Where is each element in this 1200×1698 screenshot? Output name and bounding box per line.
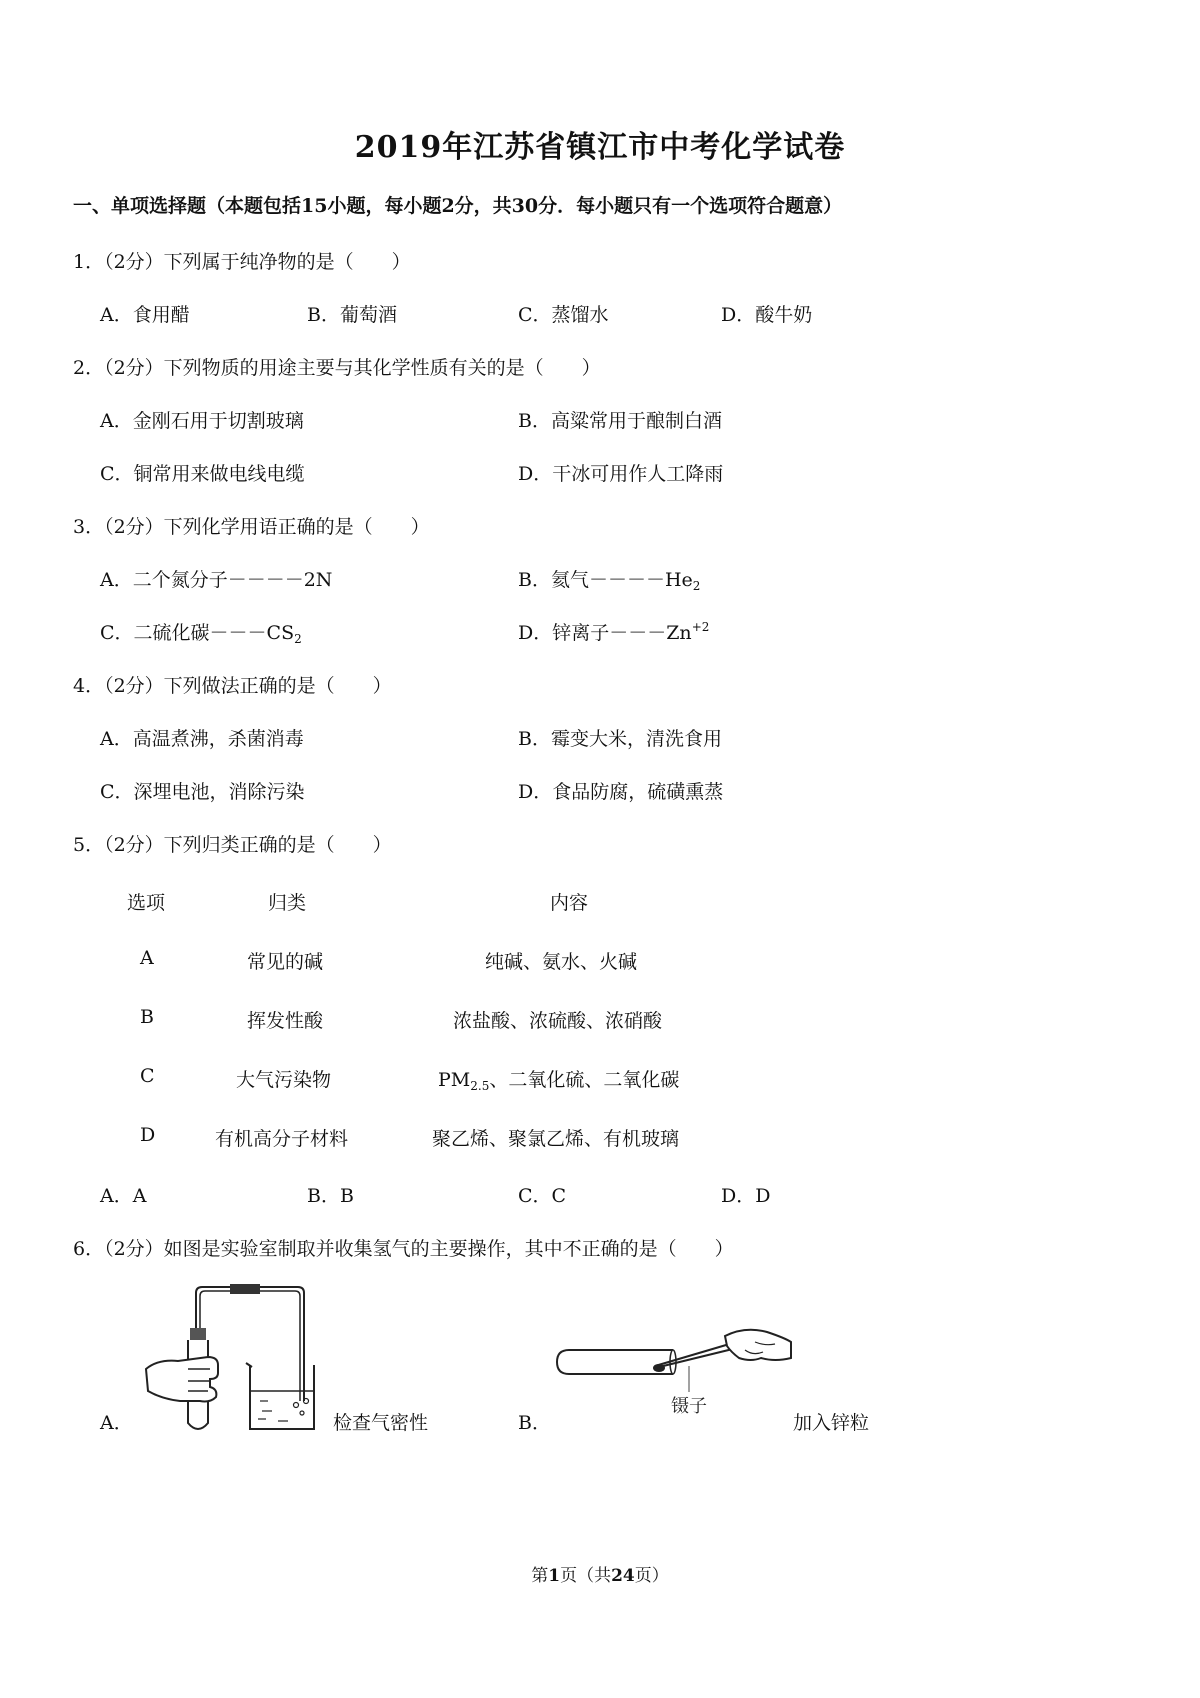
table-row-c-option: C bbox=[140, 1065, 155, 1087]
question-3-option-b-text: B．氦气－－－－He bbox=[518, 569, 693, 591]
footer-suffix: 页） bbox=[634, 1566, 669, 1586]
rubber-stopper bbox=[190, 1328, 206, 1340]
question-3-stem: 3．（2分）下列化学用语正确的是（ ） bbox=[73, 516, 430, 538]
table-header-content: 内容 bbox=[550, 892, 589, 914]
question-3-option-b bbox=[518, 565, 700, 592]
current-page-number: 1 bbox=[548, 1566, 561, 1586]
question-4-option-b: B．霉变大米，清洗食用 bbox=[518, 728, 722, 750]
table-row-a-content: 纯碱、氨水、火碱 bbox=[485, 951, 638, 973]
table-row-c-content bbox=[438, 1065, 679, 1092]
page-title: 2019年江苏省镇江市中考化学试卷 bbox=[354, 130, 846, 165]
question-3-option-c-text: C．二硫化碳－－－CS bbox=[100, 622, 295, 644]
gas-bubbles bbox=[258, 1399, 309, 1422]
question-2-option-d: D．干冰可用作人工降雨 bbox=[518, 463, 724, 485]
question-5-option-d: D．D bbox=[721, 1185, 771, 1207]
question-1-option-a: A．食用醋 bbox=[100, 304, 190, 326]
question-5-option-b: B．B bbox=[307, 1185, 354, 1207]
question-1-option-d: D．酸牛奶 bbox=[721, 304, 813, 326]
table-row-b-category: 挥发性酸 bbox=[247, 1010, 324, 1032]
question-5-option-a: A．A bbox=[100, 1185, 147, 1207]
question-1-option-b: B．葡萄酒 bbox=[307, 304, 397, 326]
question-3-option-d-superscript: +2 bbox=[691, 620, 710, 634]
table-row-b-content: 浓盐酸、浓硫酸、浓硝酸 bbox=[453, 1010, 663, 1032]
add-zinc-figure bbox=[555, 1328, 795, 1418]
table-row-c-category: 大气污染物 bbox=[236, 1069, 332, 1091]
question-3-option-c bbox=[100, 618, 302, 645]
table-row-a-option: A bbox=[140, 947, 154, 969]
question-5-option-c: C．C bbox=[518, 1185, 567, 1207]
total-pages-number: 24 bbox=[611, 1566, 635, 1586]
section-heading: 一、单项选择题（本题包括15小题，每小题2分，共30分．每小题只有一个选项符合题意） bbox=[73, 195, 843, 217]
rubber-connector bbox=[230, 1284, 260, 1294]
question-4-option-c: C．深埋电池，消除污染 bbox=[100, 781, 305, 803]
question-6-option-b-caption: 加入锌粒 bbox=[793, 1412, 870, 1434]
table-header-option: 选项 bbox=[127, 892, 166, 914]
table-row-a-category: 常见的碱 bbox=[247, 951, 324, 973]
airtightness-check-figure bbox=[138, 1283, 338, 1435]
table-row-d-content: 聚乙烯、聚氯乙烯、有机玻璃 bbox=[432, 1128, 680, 1150]
question-5-stem: 5．（2分）下列归类正确的是（ ） bbox=[73, 834, 392, 856]
question-1-option-c: C．蒸馏水 bbox=[518, 304, 609, 326]
hand-holding-tweezers bbox=[725, 1330, 791, 1360]
pm-subscript: 2.5 bbox=[470, 1079, 490, 1093]
question-3-option-b-subscript: 2 bbox=[692, 579, 701, 593]
question-2-option-c: C．铜常用来做电线电缆 bbox=[100, 463, 305, 485]
hand-shape bbox=[146, 1357, 218, 1402]
page-footer bbox=[0, 1561, 1200, 1586]
question-2-stem: 2．（2分）下列物质的用途主要与其化学性质有关的是（ ） bbox=[73, 357, 601, 379]
table-row-b-option: B bbox=[140, 1006, 154, 1028]
question-4-stem: 4．（2分）下列做法正确的是（ ） bbox=[73, 675, 392, 697]
question-6-stem: 6．（2分）如图是实验室制取并收集氢气的主要操作，其中不正确的是（ ） bbox=[73, 1238, 734, 1260]
pm-text: PM bbox=[438, 1069, 471, 1091]
question-4-option-d: D．食品防腐，硫磺熏蒸 bbox=[518, 781, 724, 803]
question-4-option-a: A．高温煮沸，杀菌消毒 bbox=[100, 728, 304, 750]
footer-middle: 页（共 bbox=[560, 1566, 612, 1586]
question-6-option-a-caption: 检查气密性 bbox=[333, 1412, 429, 1434]
table-row-d-option: D bbox=[140, 1124, 156, 1146]
pm-rest-text: 、二氧化硫、二氧化碳 bbox=[489, 1069, 680, 1091]
question-2-option-a: A．金刚石用于切割玻璃 bbox=[100, 410, 304, 432]
footer-prefix: 第 bbox=[531, 1566, 549, 1586]
question-3-option-c-subscript: 2 bbox=[294, 632, 302, 646]
table-header-category: 归类 bbox=[268, 892, 307, 914]
question-3-option-d-text: D．锌离子－－－Zn bbox=[518, 622, 692, 644]
question-3-option-a: A．二个氮分子－－－－2N bbox=[100, 569, 333, 591]
question-2-option-b: B．高粱常用于酿制白酒 bbox=[518, 410, 722, 432]
question-3-option-d bbox=[518, 618, 709, 645]
table-row-d-category: 有机高分子材料 bbox=[215, 1128, 349, 1150]
question-1-stem: 1．（2分）下列属于纯净物的是（ ） bbox=[73, 251, 411, 273]
tweezers-label: 镊子 bbox=[671, 1396, 707, 1417]
question-6-option-a-label: A． bbox=[100, 1412, 133, 1434]
question-6-option-b-label: B． bbox=[518, 1412, 551, 1434]
